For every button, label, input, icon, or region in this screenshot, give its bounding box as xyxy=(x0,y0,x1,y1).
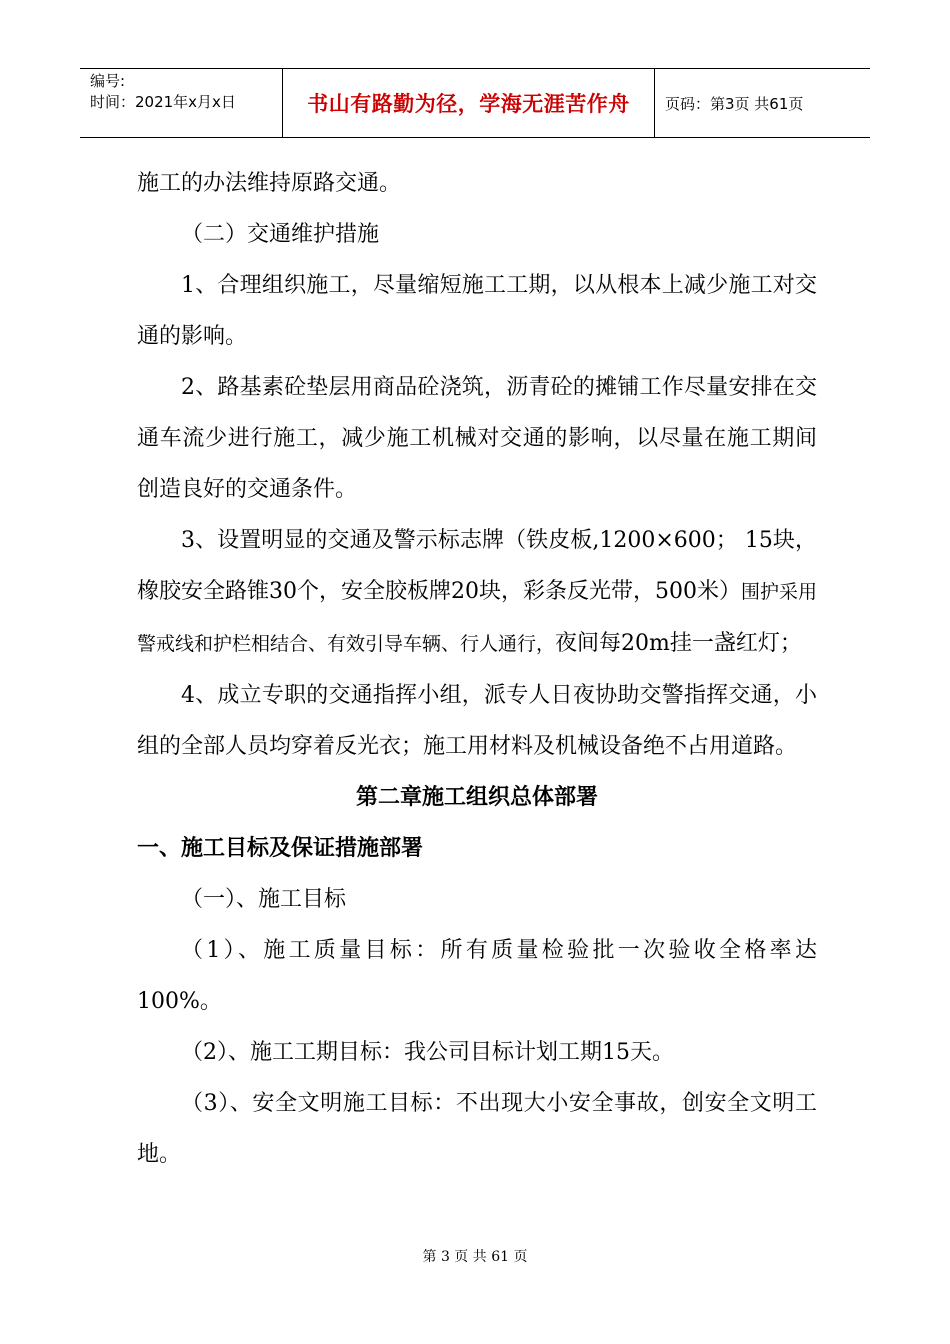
paragraph-item-3-part-c: 夜间每20m挂一盏红灯； xyxy=(555,631,802,656)
paragraph-item-2: 2、路基素砼垫层用商品砼浇筑，沥青砼的摊铺工作尽量安排在交通车流少进行施工，减少施工机械对交通的影响，以尽量在施工期间创造良好的交通条件。 xyxy=(137,375,817,502)
document-body xyxy=(137,158,817,1180)
page-footer: 第 3 页 共 61 页 xyxy=(422,1249,528,1265)
header-page-info: 页码：第3页 共61页 xyxy=(665,94,804,113)
chapter-title: 第二章施工组织总体部署 xyxy=(355,785,598,810)
subsection-heading-targets: （一）、施工目标 xyxy=(181,887,347,912)
header-slogan-cell xyxy=(283,69,655,137)
document-number-label: 编号: xyxy=(90,72,126,90)
paragraph-item-4: 4、成立专职的交通指挥小组，派专人日夜协助交警指挥交通，小组的全部人员均穿着反光衣；施工用材料及机械设备绝不占用道路。 xyxy=(137,683,817,759)
paragraph-item-3 xyxy=(137,515,817,670)
header-slogan: 书山有路勤为径，学海无涯苦作舟 xyxy=(307,92,630,116)
paragraph-continuation: 施工的办法维持原路交通。 xyxy=(137,171,402,196)
subsection-heading-traffic: （二）交通维护措施 xyxy=(181,222,380,247)
paragraph-item-1: 1、合理组织施工，尽量缩短施工工期，以从根本上减少施工对交通的影响。 xyxy=(137,273,817,349)
paragraph-item-3-part-a: 3、设置明显的交通及警示标志牌（铁皮板,1200×600； 15块，橡胶安全路锥30个，安全胶板牌20块，彩条反光带，500米） xyxy=(137,528,817,604)
header-meta xyxy=(80,69,283,137)
document-date: 时间：2021年x月x日 xyxy=(90,93,236,111)
section-heading: 一、施工目标及保证措施部署 xyxy=(137,836,424,861)
paragraph-safety-target: （3）、安全文明施工目标：不出现大小安全事故，创安全文明工地。 xyxy=(137,1091,817,1167)
paragraph-item-3-part-b: 围护采用警戒线和护栏相结合、有效引导车辆、行人通行， xyxy=(137,581,817,655)
paragraph-schedule-target: （2）、施工工期目标：我公司目标计划工期15天。 xyxy=(181,1040,674,1065)
page-header xyxy=(80,68,870,138)
paragraph-quality-target: （1）、施工质量目标：所有质量检验批一次验收全格率达100%。 xyxy=(137,938,817,1014)
